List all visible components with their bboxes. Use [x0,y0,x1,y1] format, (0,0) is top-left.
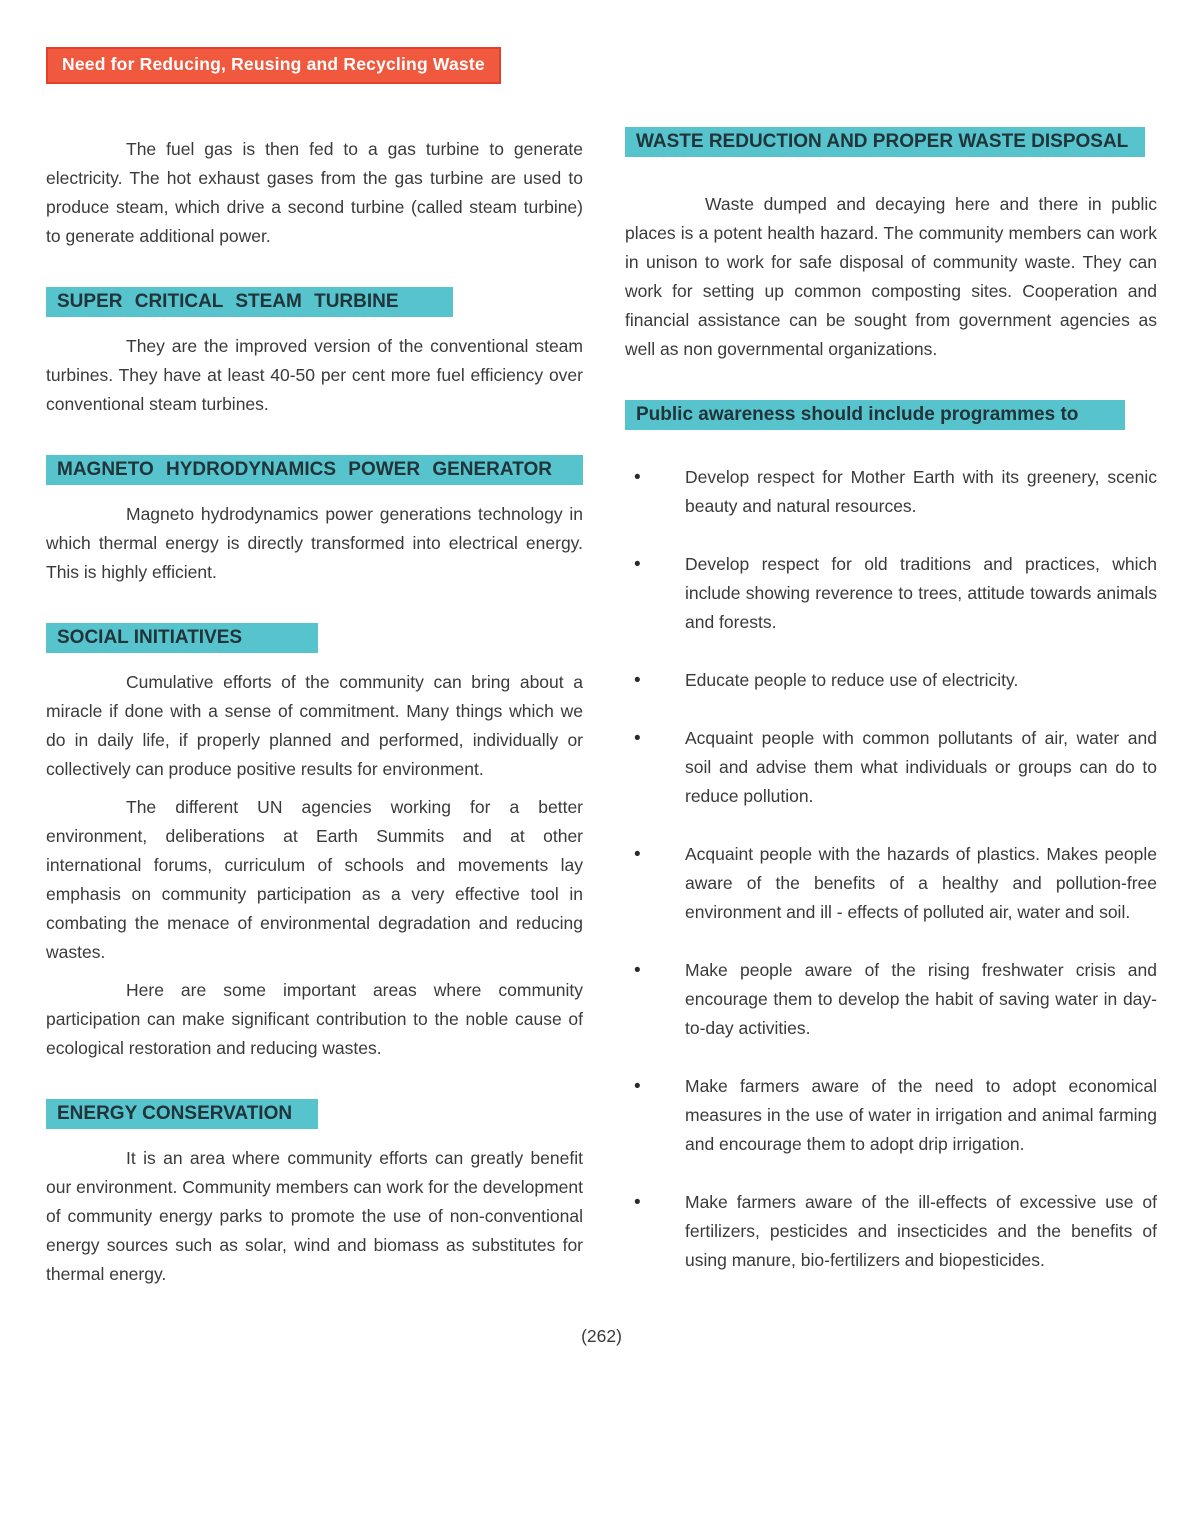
bullet-icon: • [634,727,641,749]
bullet-icon: • [634,553,641,575]
left-column [46,117,583,1298]
list-item [625,550,1157,637]
bullet-icon: • [634,843,641,865]
section-subheading-public-awareness: Public awareness should include programmes to [625,400,1125,430]
list-item [625,1188,1157,1275]
bullet-icon: • [634,466,641,488]
list-item [625,666,1157,695]
bullet-icon: • [634,1191,641,1213]
bullet-icon: • [634,669,641,691]
section-heading-energy-conservation: ENERGY CONSERVATION [46,1099,318,1129]
section-heading-magneto-hydrodynamics-power-generator: MAGNETO HYDRODYNAMICS POWER GENERATOR [46,455,583,485]
bullet-text: Acquaint people with common pollutants of air, water and soil and advise them what individuals or groups can do to reduce pollution. [685,727,1157,806]
section-heading-social-initiatives: SOCIAL INITIATIVES [46,623,318,653]
page-number: (262) [581,1325,622,1346]
paragraph: They are the improved version of the conventional steam turbines. They have at least 40-50 per cent more fuel efficiency over conventional steam turbines. [46,335,583,414]
list-item [625,463,1157,521]
paragraph: Cumulative efforts of the community can bring about a miracle if done with a sense of commitment. Many things which we do in daily life, if properly planned and performed, individually or collectively can produce positive results for environment. [46,671,583,779]
section-heading-super-critical-steam-turbine: SUPER CRITICAL STEAM TURBINE [46,287,453,317]
chapter-badge: Need for Reducing, Reusing and Recycling Waste [46,47,501,84]
bullet-icon: • [634,959,641,981]
right-column [625,117,1157,1304]
bullet-icon: • [634,1075,641,1097]
bullet-text: Make people aware of the rising freshwater crisis and encourage them to develop the habit of saving water in day-to-day activities. [685,959,1157,1038]
paragraph: The fuel gas is then fed to a gas turbine to generate electricity. The hot exhaust gases from the gas turbine are used to produce steam, which drive a second turbine (called steam turbine) to generate additional power. [46,138,583,246]
bullet-text: Develop respect for Mother Earth with its greenery, scenic beauty and natural resources. [685,466,1157,516]
paragraph: Magneto hydrodynamics power generations technology in which thermal energy is directly transformed into electrical energy. This is highly efficient. [46,503,583,582]
list-item [625,840,1157,927]
bullet-text: Acquaint people with the hazards of plastics. Makes people aware of the benefits of a healthy and pollution-free environment and ill - effects of polluted air, water and soil. [685,843,1157,922]
list-item [625,1072,1157,1159]
bullet-text: Make farmers aware of the need to adopt economical measures in the use of water in irrigation and animal farming and encourage them to adopt drip irrigation. [685,1075,1157,1154]
list-item [625,724,1157,811]
bullet-list [625,463,1157,1275]
section-heading-waste-reduction-and-proper-waste-disposal: WASTE REDUCTION AND PROPER WASTE DISPOSAL [625,127,1145,157]
two-column-layout [46,117,1157,1304]
bullet-text: Develop respect for old traditions and practices, which include showing reverence to trees, attitude towards animals and forests. [685,553,1157,632]
paragraph: The different UN agencies working for a better environment, deliberations at Earth Summits and at other international forums, curriculum of schools and movements lay emphasis on community participation as a very effective tool in combating the menace of environmental degradation and reducing wastes. [46,796,583,962]
paragraph: Waste dumped and decaying here and there in public places is a potent health hazard. The community members can work in unison to work for safe disposal of community waste. They can work for setting up common composting sites. Cooperation and financial assistance can be sought from government agencies as well as non governmental organizations. [625,193,1157,359]
paragraph: Here are some important areas where community participation can make significant contribution to the noble cause of ecological restoration and reducing wastes. [46,979,583,1058]
list-item [625,956,1157,1043]
bullet-text: Educate people to reduce use of electricity. [685,669,1019,690]
bullet-text: Make farmers aware of the ill-effects of excessive use of fertilizers, pesticides and insecticides and the benefits of using manure, bio-fertilizers and biopesticides. [685,1191,1157,1270]
paragraph: It is an area where community efforts can greatly benefit our environment. Community members can work for the development of community energy parks to promote the use of non-conventional energy sources such as solar, wind and biomass as substitutes for thermal energy. [46,1147,583,1284]
